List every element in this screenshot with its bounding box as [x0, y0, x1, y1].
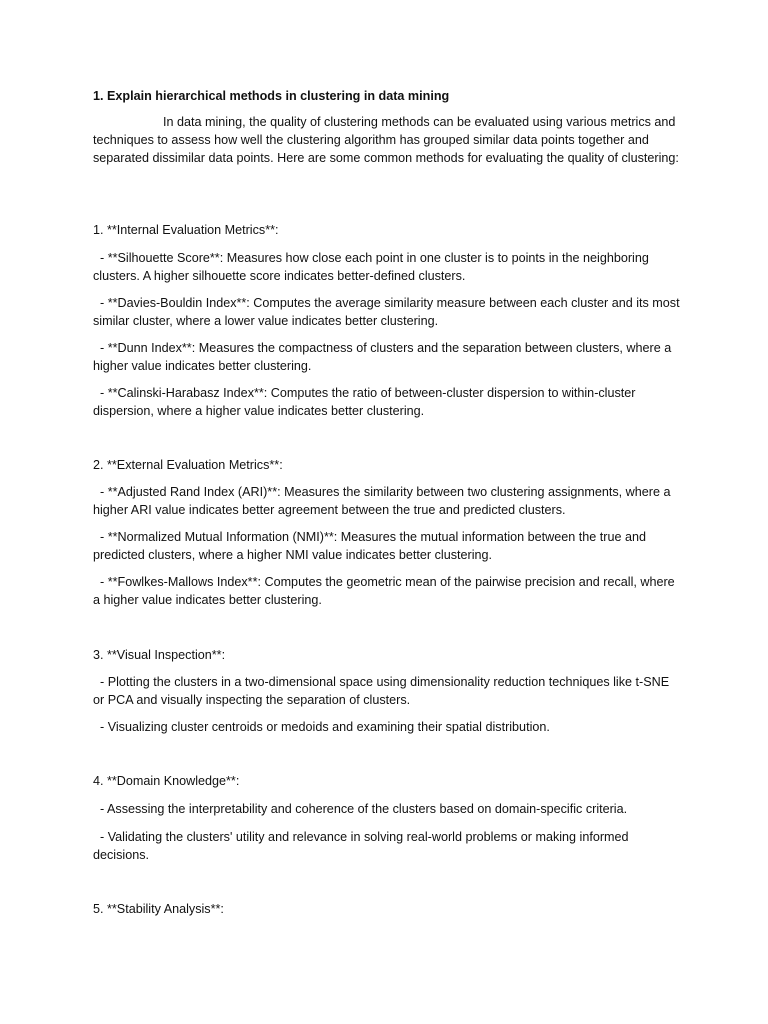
list-item-text: - Plotting the clusters in a two-dimensional space using dimensionality reduction techniques like t-SNE or PCA and visually inspecting the separation of clusters. — [93, 675, 670, 707]
list-item-text: - **Silhouette Score**: Measures how close each point in one cluster is to points in the neighboring clusters. A higher silhouette score indicates better-defined clusters. — [93, 251, 649, 283]
document-page — [93, 0, 683, 1024]
list-item — [93, 800, 683, 818]
section-heading: 3. **Visual Inspection**: — [93, 648, 226, 662]
list-item-text: - **Normalized Mutual Information (NMI)**: Measures the mutual information between the true and predicted clusters, where a higher NMI value indicates better clustering. — [93, 530, 646, 562]
list-item — [93, 528, 683, 564]
section-heading: 5. **Stability Analysis**: — [93, 902, 224, 916]
section-heading: 1. **Internal Evaluation Metrics**: — [93, 223, 279, 237]
list-item — [93, 384, 683, 420]
intro-paragraph: In data mining, the quality of clustering methods can be evaluated using various metrics and techniques to assess how well the clustering algorithm has grouped similar data points together and separated dissimilar data points. Here are some common methods for evaluating the quality of clustering: — [93, 115, 679, 165]
section-heading: 2. **External Evaluation Metrics**: — [93, 458, 283, 472]
list-item — [93, 718, 683, 736]
section-heading: 4. **Domain Knowledge**: — [93, 774, 240, 788]
list-item — [93, 483, 683, 519]
list-item — [93, 673, 683, 709]
document-title: 1. Explain hierarchical methods in clustering in data mining — [93, 89, 450, 103]
list-item — [93, 249, 683, 285]
list-item-text: - **Adjusted Rand Index (ARI)**: Measures the similarity between two clustering assignments, where a higher ARI value indicates better agreement between the true and predicted clusters. — [93, 485, 671, 517]
list-item-text: - **Davies-Bouldin Index**: Computes the average similarity measure between each cluster and its most similar cluster, where a lower value indicates better clustering. — [93, 296, 680, 328]
list-item — [93, 828, 683, 864]
list-item-text: - **Dunn Index**: Measures the compactness of clusters and the separation between clusters, where a higher value indicates better clustering. — [93, 341, 672, 373]
list-item — [93, 294, 683, 330]
list-item-text: - Visualizing cluster centroids or medoids and examining their spatial distribution. — [100, 720, 550, 734]
list-item-text: - Assessing the interpretability and coherence of the clusters based on domain-specific criteria. — [100, 802, 628, 816]
list-item-text: - Validating the clusters' utility and relevance in solving real-world problems or making informed decisions. — [93, 830, 629, 862]
list-item — [93, 339, 683, 375]
list-item-text: - **Calinski-Harabasz Index**: Computes the ratio of between-cluster dispersion to within-cluster dispersion, where a higher value indicates better clustering. — [93, 386, 636, 418]
list-item — [93, 573, 683, 609]
list-item-text: - **Fowlkes-Mallows Index**: Computes the geometric mean of the pairwise precision and recall, where a higher value indicates better clustering. — [93, 575, 675, 607]
